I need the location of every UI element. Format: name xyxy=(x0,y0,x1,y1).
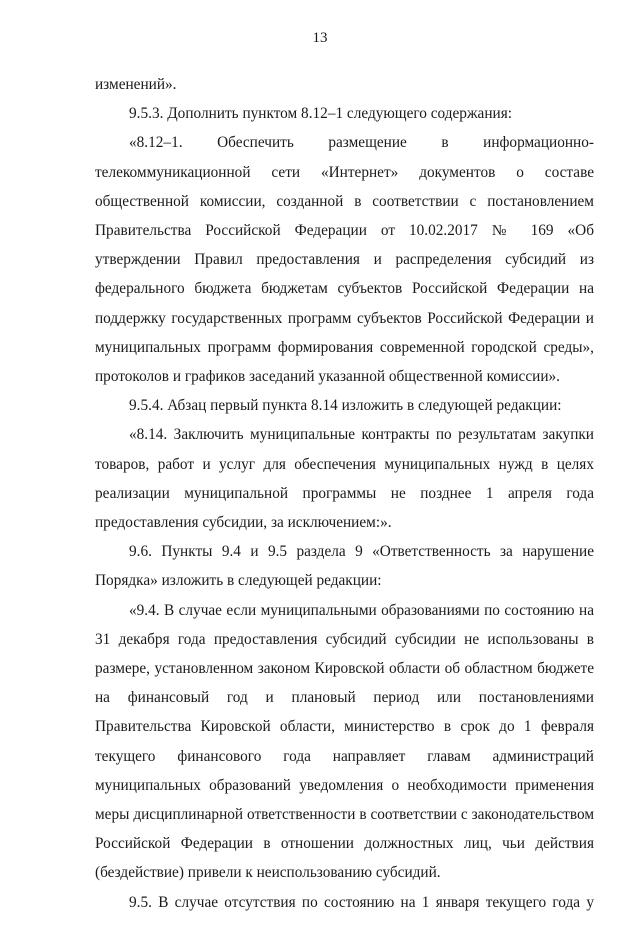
document-body xyxy=(95,70,594,946)
paragraph-9-4: «9.4. В случае если муниципальными образованиями по состоянию на 31 декабря года предоставления субсидий субсидии не использованы в размере, установленном законом Кировской области об областном бюджете на финансовый год и плановый период или постановлениями Правительства Кировской области, министерство в срок до 1 февраля текущего финансового года направляет главам администраций муниципальных образований уведомления о необходимости применения меры дисциплинарной ответственности в соответствии с законодательством Российской Федерации в отношении должностных лиц, чьи действия (бездействие) привели к неиспользованию субсидий. xyxy=(95,601,594,882)
paragraph-9-5-3: 9.5.3. Дополнить пунктом 8.12–1 следующего содержания: xyxy=(129,105,512,123)
paragraph-9-5-4: 9.5.4. Абзац первый пункта 8.14 изложить в следующей редакции: xyxy=(129,397,562,415)
paragraph-9-6: 9.6. Пункты 9.4 и 9.5 раздела 9 «Ответственность за нарушение Порядка» изложить в следующей редакции: xyxy=(95,543,594,590)
paragraph-continuation: изменений». xyxy=(95,76,177,93)
paragraph-9-5: 9.5. В случае отсутствия по состоянию на 1 января текущего года у xyxy=(129,893,594,911)
paragraph-8-12-1: «8.12–1. Обеспечить размещение в информационно-телекоммуникационной сети «Интернет» документов о составе общественной комиссии, созданной в соответствии с постановлением Правительства Российской Федерации от 10.02.2017 № 169 «Об утверждении Правил предоставления и распределения субсидий из федерального бюджета бюджетам субъектов Российской Федерации на поддержку государственных программ субъектов Российской Федерации и муниципальных программ формирования современной городской среды», протоколов и графиков заседаний указанной общественной комиссии». xyxy=(95,134,594,386)
page-number: 13 xyxy=(312,30,328,46)
paragraph-8-14: «8.14. Заключить муниципальные контракты по результатам закупки товаров, работ и услуг для обеспечения муниципальных нужд в целях реализации муниципальной программы не позднее 1 апреля года предоставления субсидии, за исключением:». xyxy=(95,426,594,532)
